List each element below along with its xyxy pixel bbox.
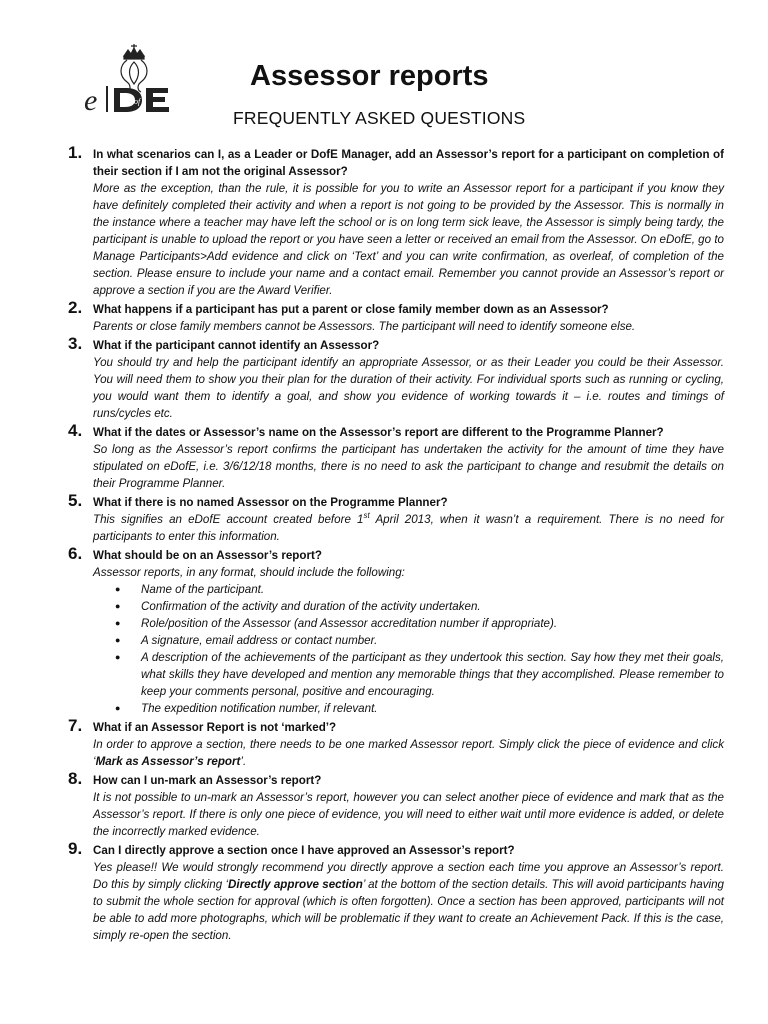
faq-number: 4.: [68, 421, 83, 440]
bullet-icon: ●: [115, 635, 121, 645]
faq-item-7: [68, 716, 724, 770]
list-item: ● A description of the achievements of the participant as they undertook this section. Say how they met their goals, what skills they have developed and mention any memorable things that they accomplished. Please remember to keep your comments personal, positive and encouraging.: [115, 651, 724, 698]
faq-question: What if there is no named Assessor on the Programme Planner?: [93, 496, 448, 509]
bullet-icon: ●: [115, 601, 121, 611]
faq-number: 7.: [68, 716, 83, 735]
faq-item-1: [68, 143, 724, 299]
answer-text: ’ at the bottom of the section details. This will avoid participants having to submit the whole section for approval (which is often forgotten). Once a section has been approved, participants will not be able to add more photographs, which will be problematic if they want to create an Achievement Pack. If this is the case, simply re-open the section.: [93, 878, 725, 942]
answer-text: April 2013, when it wasn’t a requirement. There is no need for participants to enter this information.: [93, 513, 724, 543]
faq-item-2: [68, 298, 724, 335]
faq-question: Can I directly approve a section once I have approved an Assessor’s report?: [93, 844, 515, 857]
list-item: ● Role/position of the Assessor (and Assessor accreditation number if appropriate).: [115, 617, 558, 630]
answer-text: ’.: [240, 755, 247, 768]
faq-number: 3.: [68, 334, 83, 353]
page-title: Assessor reports: [250, 60, 489, 92]
bullet-icon: ●: [115, 652, 121, 662]
bullet-list: [93, 581, 724, 717]
answer-text: This signifies an eDofE account created before 1: [93, 513, 364, 526]
faq-item-4: [68, 421, 724, 492]
bullet-icon: ●: [115, 584, 121, 594]
faq-question: What if an Assessor Report is not ‘marked’?: [93, 721, 337, 734]
svg-text:of: of: [134, 97, 141, 106]
list-item: ● Confirmation of the activity and duration of the activity undertaken.: [115, 600, 481, 613]
faq-item-6: [68, 544, 724, 717]
faq-answer: Parents or close family members cannot be Assessors. The participant will need to identify someone else.: [93, 320, 636, 333]
faq-number: 2.: [68, 298, 83, 317]
faq-answer: [93, 859, 724, 944]
faq-question: What if the dates or Assessor’s name on the Assessor’s report are different to the Programme Planner?: [93, 426, 664, 439]
faq-number: 5.: [68, 491, 83, 510]
edofe-logo: [84, 40, 184, 112]
list-item: ● Name of the participant.: [115, 583, 265, 596]
list-item: ● A signature, email address or contact number.: [115, 634, 378, 647]
faq-answer: [93, 511, 724, 545]
faq-answer: More as the exception, than the rule, it is possible for you to write an Assessor report for a participant if you know they have definitely completed their activity and when a report is not going to be provided by the Assessor. This is normally in the instance where a teacher may have left the school or is on long term sick leave, the Assessor is simply being tardy, the participant is unable to upload the report or you have seen a letter or received an email from the Assessor. On eDofE, go to Manage Participants>Add evidence and click on ‘Text’ and you can write confirmation, as overleaf, of completion of the section. Please ensure to include your name and a contact email. Remember you cannot provide an Assessor’s report or approve a section if you are the Award Verifier.: [93, 182, 724, 297]
answer-text: Yes please!! We would strongly recommend you directly approve a section each time you approve an Assessor’s report. Do this by simply clicking ‘: [93, 861, 724, 891]
faq-item-9: [68, 839, 725, 944]
faq-answer: So long as the Assessor’s report confirms the participant has undertaken the activity for the amount of time they have stipulated on eDofE, i.e. 3/6/12/18 months, there is no need to ask the participant to change and resubmit the details on their Programme Planner.: [93, 443, 724, 490]
list-item: ● The expedition notification number, if relevant.: [115, 702, 378, 715]
faq-item-8: [68, 769, 724, 840]
faq-question: What happens if a participant has put a parent or close family member down as an Assessor?: [93, 303, 609, 316]
faq-question: In what scenarios can I, as a Leader or DofE Manager, add an Assessor’s report for a participant on completion of their section if I am not the original Assessor?: [93, 148, 724, 178]
page-subtitle: FREQUENTLY ASKED QUESTIONS: [233, 108, 526, 128]
faq-item-5: [68, 491, 724, 545]
faq-number: 9.: [68, 839, 83, 858]
faq-item-3: [68, 334, 724, 422]
bullet-icon: ●: [115, 703, 121, 713]
faq-number: 1.: [68, 143, 83, 162]
faq-answer: Assessor reports, in any format, should include the following:: [93, 566, 405, 579]
svg-text:e: e: [84, 84, 98, 112]
faq-list: [68, 143, 725, 946]
answer-text: In order to approve a section, there needs to be one marked Assessor report. Simply click the piece of evidence and click ‘: [93, 738, 724, 768]
faq-answer: [93, 736, 724, 770]
faq-question: How can I un-mark an Assessor’s report?: [93, 774, 322, 787]
faq-number: 8.: [68, 769, 83, 788]
faq-question: What if the participant cannot identify an Assessor?: [93, 339, 380, 352]
bullet-icon: ●: [115, 618, 121, 628]
faq-answer: You should try and help the participant identify an appropriate Assessor, or as their Leader you could be their Assessor. You will need them to show you their plan for the duration of their activity. For individual sports such as running or cycling, you would want them to identify a goal, and show you evidence of working towards it – i.e. routes and timings of runs/cycles etc.: [93, 356, 724, 420]
faq-number: 6.: [68, 544, 83, 563]
ordinal-suffix: st: [363, 511, 370, 521]
button-name-emphasis: Mark as Assessor’s report: [95, 755, 241, 768]
button-name-emphasis: Directly approve section: [228, 878, 363, 891]
faq-answer: It is not possible to un-mark an Assessor’s report, however you can select another piece of evidence and mark that as the Assessor’s report. If there is only one piece of evidence, you will need to either wait until more evidence is added, or delete the incorrectly marked evidence.: [93, 791, 724, 838]
faq-question: What should be on an Assessor’s report?: [93, 549, 322, 562]
